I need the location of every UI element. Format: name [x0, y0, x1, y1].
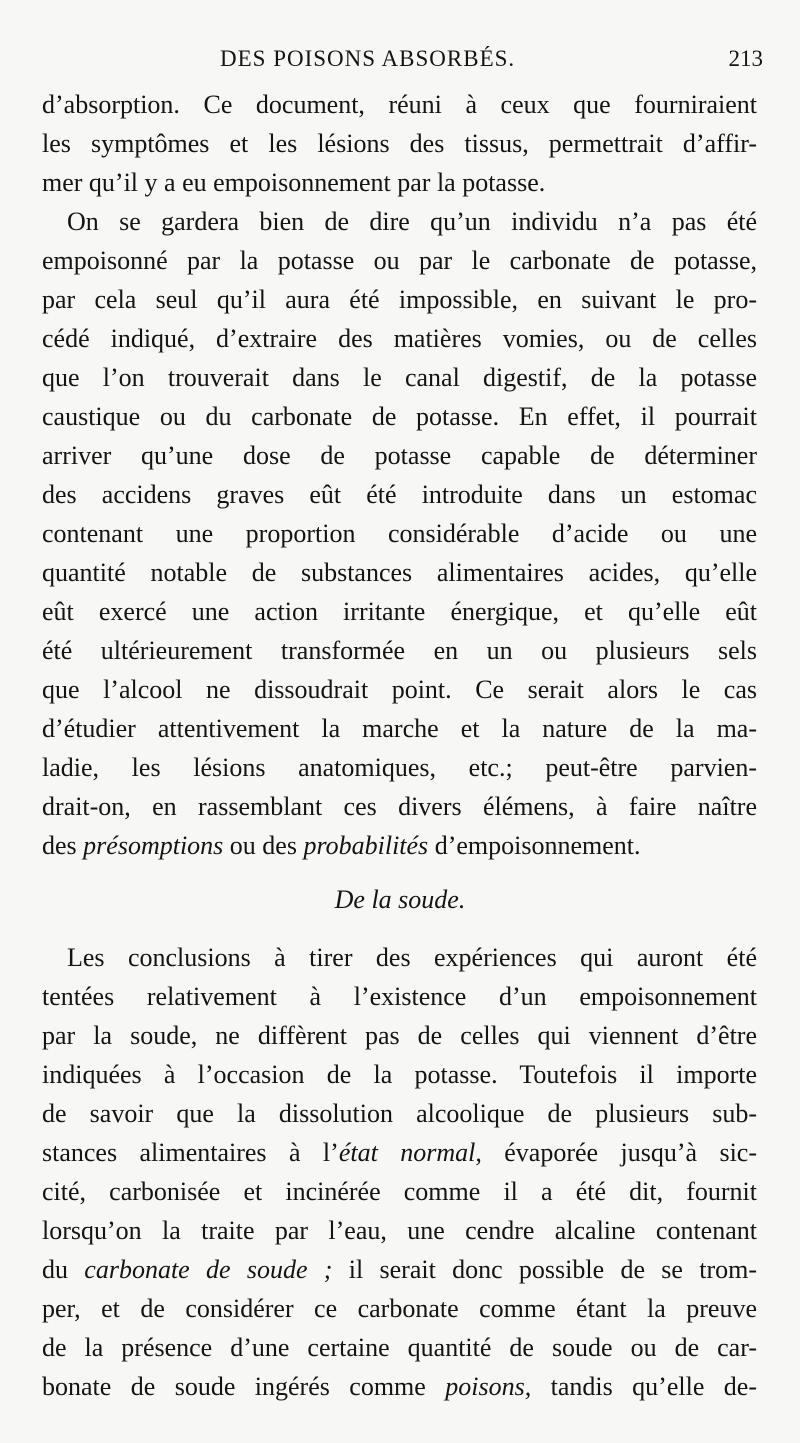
text-line: lorsqu’on la traite par l’eau, une cendre alcaline contenant: [42, 1216, 757, 1245]
text-line: que l’alcool ne dissoudrait point. Ce serait alors le cas: [42, 675, 757, 704]
text-segment: du: [42, 1255, 85, 1284]
text-segment: des: [42, 831, 84, 860]
text-line: drait-on, en rassemblant ces divers élémens, à faire naître: [42, 792, 757, 821]
text-line: [42, 1251, 757, 1289]
text-segment: stances alimentaires à l’: [42, 1138, 339, 1167]
text-line: de la présence d’une certaine quantité de soude ou de car-: [42, 1333, 757, 1362]
text-line: empoisonné par la potasse ou par le carbonate de potasse,: [42, 246, 757, 275]
page-header: [40, 40, 775, 80]
italic-term: état normal,: [338, 1138, 482, 1167]
italic-term: probabilités: [303, 831, 429, 860]
text-line: par la soude, ne diffèrent pas de celles qui viennent d’être: [42, 1021, 757, 1050]
text-line: quantité notable de substances alimentaires acides, qu’elle: [42, 558, 757, 587]
text-line: de savoir que la dissolution alcoolique de plusieurs sub-: [42, 1099, 757, 1128]
text-segment: bonate de soude ingérés comme: [42, 1372, 446, 1401]
text-line: cité, carbonisée et incinérée comme il a été dit, fournit: [42, 1177, 757, 1206]
text-line: [42, 827, 757, 865]
text-segment: d’empoisonnement.: [428, 831, 641, 860]
running-title: DES POISONS ABSORBÉS.: [220, 46, 516, 71]
text-line: Les conclusions à tirer des expériences qui auront été: [67, 943, 757, 972]
text-segment: évaporée jusqu’à sic-: [481, 1138, 757, 1167]
text-line: d’étudier attentivement la marche et la nature de la ma-: [42, 714, 757, 743]
italic-term: présomptions: [83, 831, 224, 860]
text-line: été ultérieurement transformée en un ou plusieurs sels: [42, 636, 757, 665]
text-line: ladie, les lésions anatomiques, etc.; peut-être parvien-: [42, 753, 757, 782]
text-line: indiquées à l’occasion de la potasse. Toutefois il importe: [42, 1060, 757, 1089]
text-line: par cela seul qu’il aura été impossible, en suivant le pro-: [42, 285, 757, 314]
text-line: d’absorption. Ce document, réuni à ceux que fourniraient: [42, 90, 757, 119]
text-segment: ou des: [223, 831, 304, 860]
text-line: les symptômes et les lésions des tissus, permettrait d’affir-: [42, 129, 757, 158]
text-segment: il serait donc possible de se trom-: [332, 1255, 758, 1284]
text-line: que l’on trouverait dans le canal digestif, de la potasse: [42, 363, 757, 392]
text-line: caustique ou du carbonate de potasse. En effet, il pourrait: [42, 402, 757, 431]
page-number: 213: [728, 46, 763, 71]
text-line: eût exercé une action irritante énergique, et qu’elle eût: [42, 597, 757, 626]
italic-term: poisons,: [445, 1372, 532, 1401]
text-line: contenant une proportion considérable d’acide ou une: [42, 519, 757, 548]
text-line: cédé indiqué, d’extraire des matières vomies, ou de celles: [42, 324, 757, 353]
text-line: [42, 1368, 757, 1406]
text-segment: tandis qu’elle de-: [531, 1372, 757, 1401]
section-heading: De la soude.: [334, 885, 466, 914]
text-line: per, et de considérer ce carbonate comme étant la preuve: [42, 1294, 757, 1323]
text-line: tentées relativement à l’existence d’un empoisonnement: [42, 982, 757, 1011]
text-line: On se gardera bien de dire qu’un individu n’a pas été: [67, 207, 757, 236]
text-line: [42, 1134, 757, 1172]
italic-term: carbonate de soude ;: [84, 1255, 333, 1284]
text-line: arriver qu’une dose de potasse capable de déterminer: [42, 441, 757, 470]
text-line: mer qu’il y a eu empoisonnement par la potasse.: [42, 168, 546, 197]
text-line: des accidens graves eût été introduite dans un estomac: [42, 480, 757, 509]
